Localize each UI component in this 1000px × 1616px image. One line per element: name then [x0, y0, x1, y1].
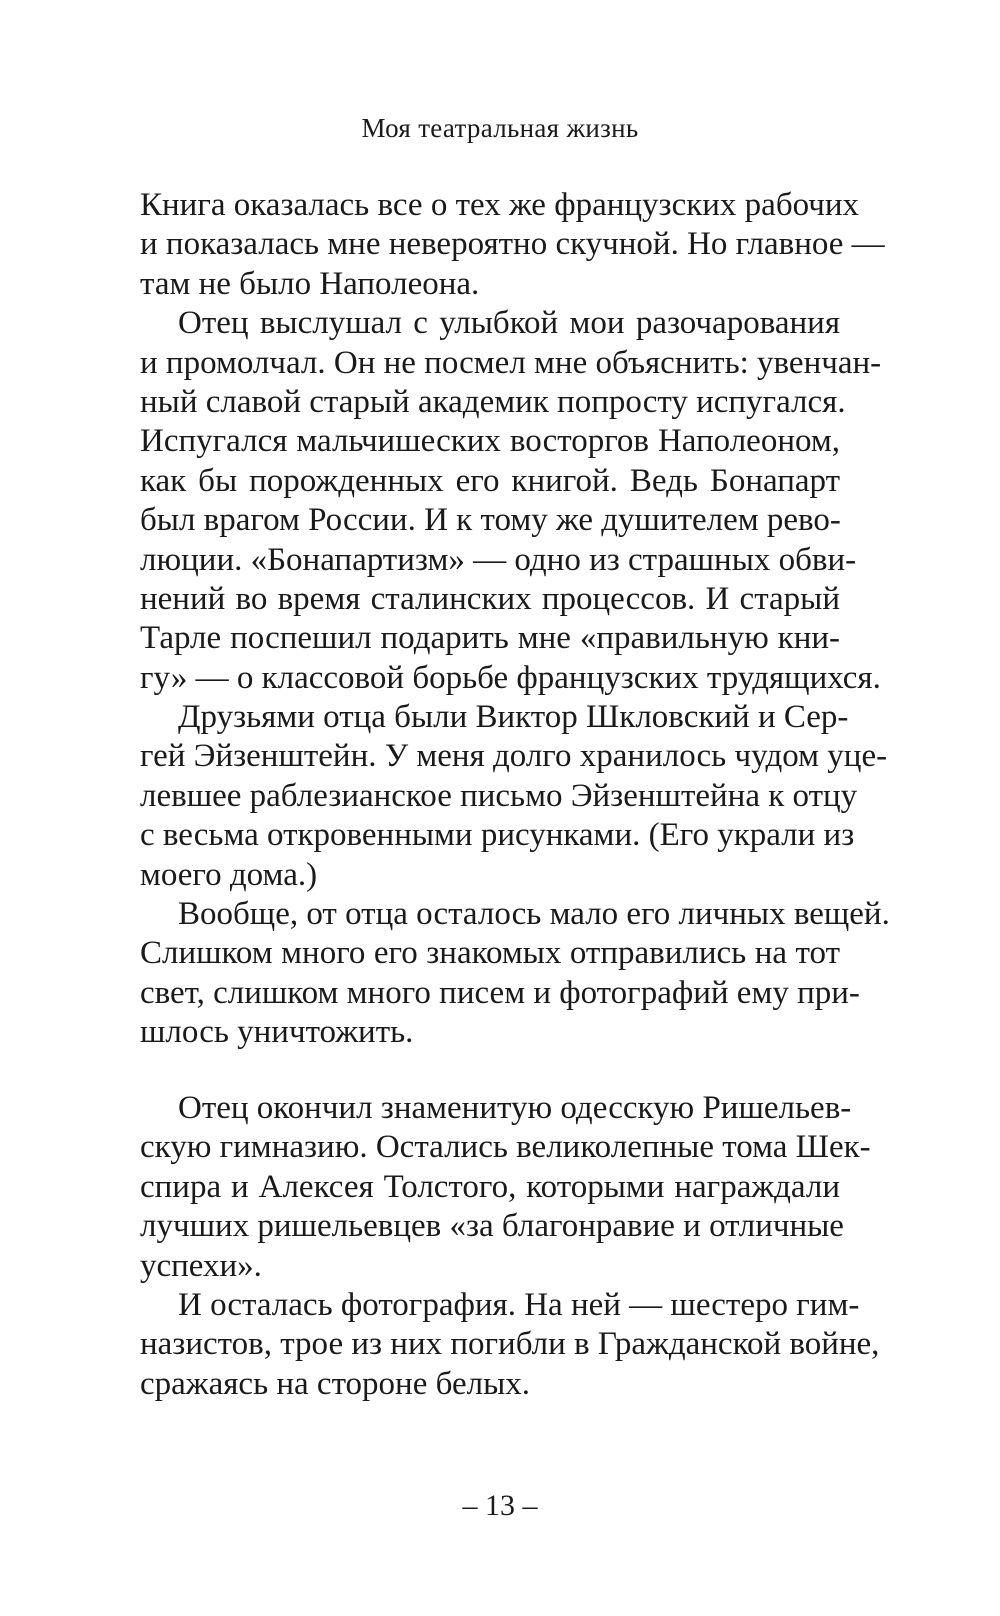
text-line: назистов, трое из них погибли в Гражданской войне, [140, 1326, 880, 1363]
text-line: Вообще, от отца осталось мало его личных вещей. [178, 896, 890, 933]
text-line: спира и Алексея Толстого, которыми награждали [140, 1168, 840, 1205]
text-line: Книга оказалась все о тех же французских рабочих [140, 187, 860, 223]
text-line: с весьма откровенными рисунками. (Его украли из [140, 817, 855, 854]
running-head: Моя театральная жизнь [361, 113, 639, 143]
paragraph [140, 895, 890, 1053]
text-line: успехи». [140, 1247, 262, 1284]
text-line: и промолчал. Он не посмел мне объяснить: увенчан- [140, 344, 882, 381]
text-line: ный славой старый академик попросту испугался. [140, 383, 846, 420]
paragraph [140, 186, 885, 304]
text-line: моего дома.) [140, 856, 318, 893]
text-line: шлось уничтожить. [140, 1014, 414, 1051]
text-line: сражаясь на стороне белых. [140, 1365, 531, 1402]
text-line: Отец окончил знаменитую одесскую Ришельев- [178, 1090, 852, 1126]
text-line: лучших ришельевцев «за благонравие и отличные [140, 1208, 844, 1245]
text-line: Друзьями отца были Виктор Шкловский и Сер- [178, 699, 849, 736]
text-line: И осталась фотография. На ней — шестеро гим- [178, 1286, 860, 1323]
text-line: нений во время сталинских процессов. И старый [140, 580, 840, 617]
text-line: был врагом России. И к тому же душителем рево- [140, 502, 841, 539]
paragraph [140, 698, 888, 895]
text-line: свет, слишком много писем и фотографий ему при- [140, 974, 860, 1011]
text-line: скую гимназию. Остались великолепные тома Шек- [140, 1129, 871, 1166]
text-line: люции. «Бонапартизм» — одно из страшных обви- [140, 541, 857, 578]
text-section-2 [140, 1089, 880, 1404]
page-number: – 13 – [462, 1489, 538, 1522]
text-line: гей Эйзенштейн. У меня долго хранилось чудом уце- [140, 738, 888, 775]
text-line: как бы порожденных его книгой. Ведь Бонапарт [140, 462, 840, 499]
paragraph [140, 304, 882, 698]
text-line: Слишком много его знакомых отправились на тот [140, 935, 840, 972]
text-line: левшее раблезианское письмо Эйзенштейна к отцу [140, 777, 858, 814]
text-line: и показалась мне невероятно скучной. Но главное — [140, 226, 885, 263]
text-line: там не было Наполеона. [140, 265, 480, 302]
text-line: Отец выслушал с улыбкой мои разочарования [178, 305, 840, 342]
text-line: Тарле поспешил подарить мне «правильную кни- [140, 620, 840, 657]
paragraph [140, 1089, 871, 1286]
text-section-1 [140, 186, 890, 1053]
text-line: гу» — о классовой борьбе французских трудящихся. [140, 659, 881, 696]
paragraph [140, 1286, 880, 1404]
text-line: Испугался мальчишеских восторгов Наполеоном, [140, 423, 840, 460]
